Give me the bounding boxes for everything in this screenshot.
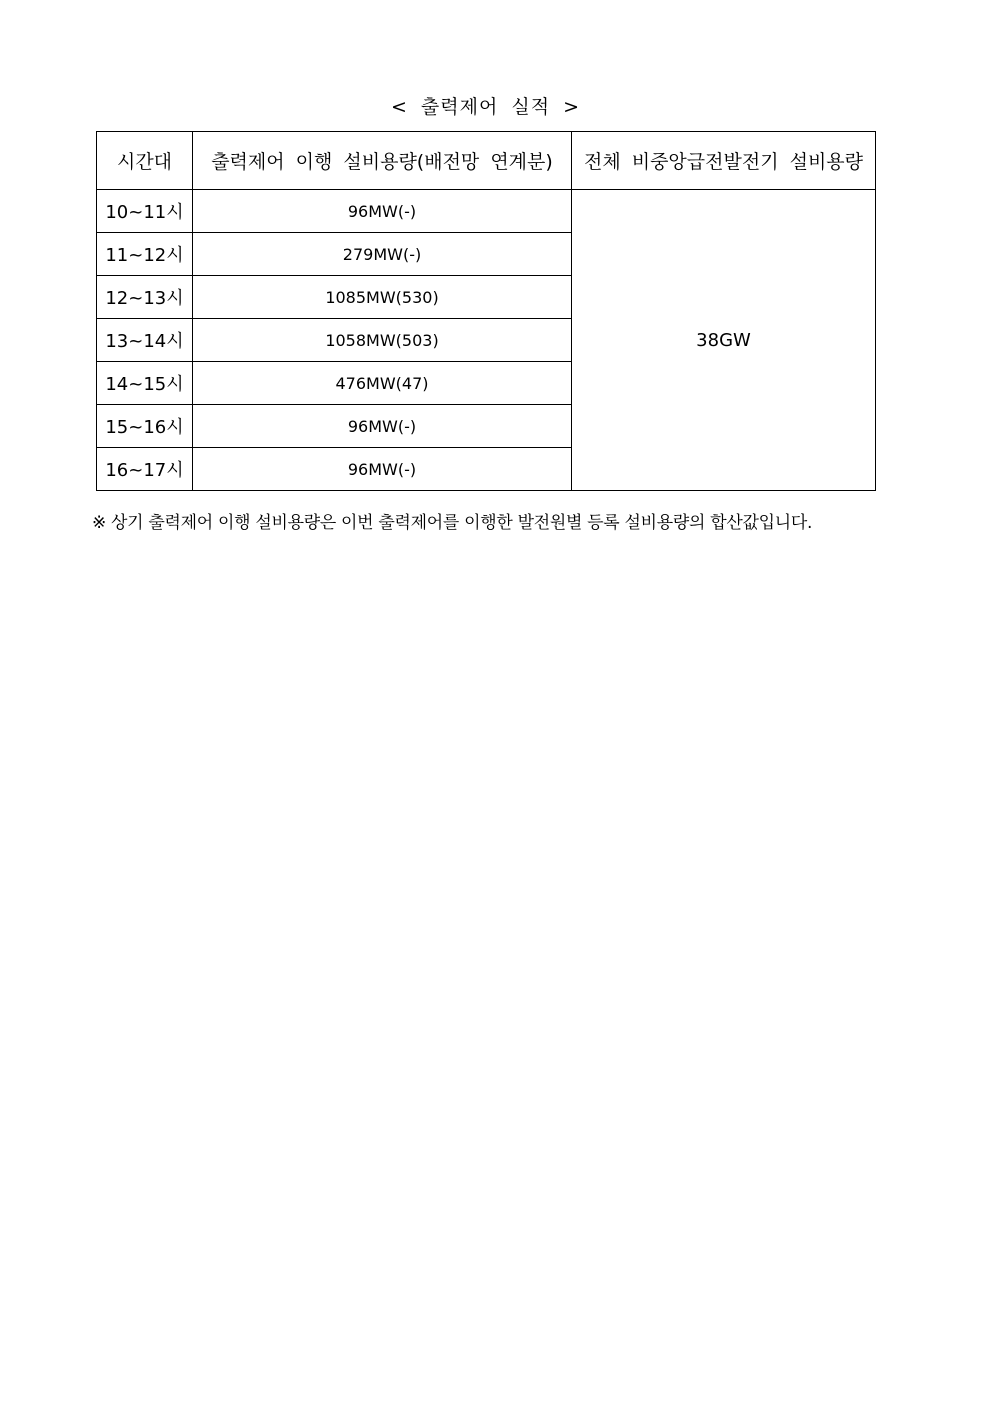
curtailment-table [96, 131, 876, 491]
time-cell: 12~13시 [97, 276, 193, 319]
capacity-cell: 96MW(-) [193, 448, 572, 491]
total-capacity-cell: 38GW [572, 190, 876, 491]
time-cell: 11~12시 [97, 233, 193, 276]
table-header-row [97, 132, 876, 190]
capacity-cell: 96MW(-) [193, 405, 572, 448]
table-caption: < 출력제어 실적 > [390, 96, 581, 118]
time-cell: 15~16시 [97, 405, 193, 448]
time-cell: 16~17시 [97, 448, 193, 491]
time-cell: 13~14시 [97, 319, 193, 362]
footnote: ※ 상기 출력제어 이행 설비용량은 이번 출력제어를 이행한 발전원별 등록 설비용량의 합산값입니다. [92, 513, 813, 533]
header-time: 시간대 [97, 132, 193, 190]
capacity-cell: 96MW(-) [193, 190, 572, 233]
table-row [97, 190, 876, 233]
capacity-cell: 476MW(47) [193, 362, 572, 405]
capacity-cell: 1085MW(530) [193, 276, 572, 319]
capacity-cell: 1058MW(503) [193, 319, 572, 362]
header-capacity: 출력제어 이행 설비용량(배전망 연계분) [193, 132, 572, 190]
time-cell: 14~15시 [97, 362, 193, 405]
time-cell: 10~11시 [97, 190, 193, 233]
capacity-cell: 279MW(-) [193, 233, 572, 276]
header-total: 전체 비중앙급전발전기 설비용량 [572, 132, 876, 190]
